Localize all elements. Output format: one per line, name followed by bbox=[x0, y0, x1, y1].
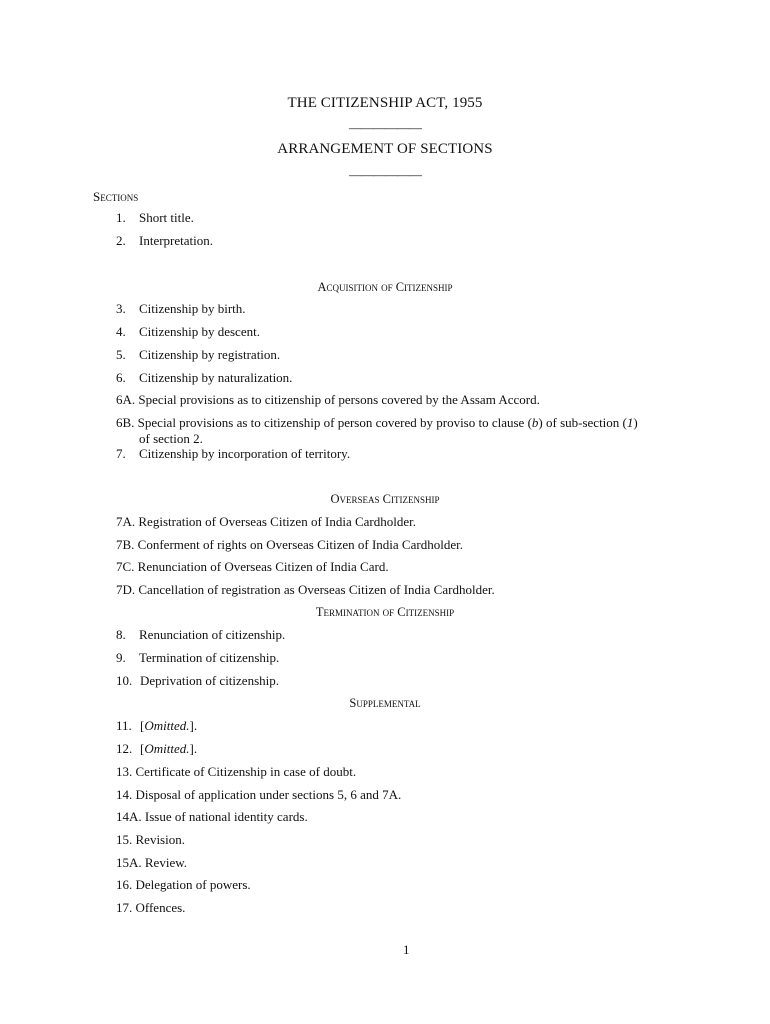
section-item-17: 17. Offences. bbox=[116, 900, 186, 915]
section-item-12 bbox=[116, 741, 197, 757]
section-number: 11. bbox=[116, 718, 132, 733]
section-6b-end: ) bbox=[633, 415, 638, 430]
section-item-15a: 15A. Review. bbox=[116, 855, 188, 870]
section-text: Interpretation. bbox=[139, 233, 213, 248]
section-item-9 bbox=[116, 650, 279, 666]
section-item-7b: 7B. Conferment of rights on Overseas Citizen of India Cardholder. bbox=[116, 537, 463, 552]
section-6b-subsection: 1 bbox=[626, 415, 634, 430]
section-number: 6. bbox=[116, 370, 126, 385]
document-subtitle: ARRANGEMENT OF SECTIONS bbox=[277, 141, 493, 157]
section-item-11 bbox=[116, 718, 197, 734]
bracket-open: [ bbox=[140, 718, 145, 733]
section-item-14: 14. Disposal of application under sections 5, 6 and 7A. bbox=[116, 787, 402, 802]
section-6b-mid: ) of sub-section ( bbox=[538, 415, 627, 430]
section-item-16: 16. Delegation of powers. bbox=[116, 877, 251, 892]
section-6b-clause: b bbox=[531, 415, 539, 430]
section-number: 8. bbox=[116, 627, 126, 642]
section-item-7 bbox=[116, 446, 350, 462]
section-text: Citizenship by birth. bbox=[139, 301, 246, 316]
section-text: Citizenship by registration. bbox=[139, 347, 281, 362]
section-item-7a: 7A. Registration of Overseas Citizen of India Cardholder. bbox=[116, 514, 417, 529]
section-number: 5. bbox=[116, 347, 126, 362]
title-separator: —————— bbox=[349, 120, 421, 135]
section-item-6 bbox=[116, 370, 292, 386]
heading-supplemental: Supplemental bbox=[349, 696, 421, 710]
section-item-8 bbox=[116, 627, 285, 643]
section-number: 1. bbox=[116, 210, 126, 225]
heading-overseas: Overseas Citizenship bbox=[330, 492, 440, 506]
section-text: Renunciation of citizenship. bbox=[139, 627, 286, 642]
section-item-5 bbox=[116, 347, 280, 363]
omitted-text: Omitted. bbox=[144, 718, 190, 733]
section-number: 2. bbox=[116, 233, 126, 248]
section-number: 7. bbox=[116, 446, 126, 461]
section-text: Short title. bbox=[139, 210, 194, 225]
section-item-13: 13. Certificate of Citizenship in case of doubt. bbox=[116, 764, 357, 779]
section-item-15: 15. Revision. bbox=[116, 832, 185, 847]
section-text: Citizenship by naturalization. bbox=[139, 370, 293, 385]
section-text: Deprivation of citizenship. bbox=[140, 673, 279, 688]
section-item-6b bbox=[116, 415, 638, 431]
heading-acquisition: Acquisition of Citizenship bbox=[317, 280, 453, 294]
section-number: 3. bbox=[116, 301, 126, 316]
bracket-open: [ bbox=[140, 741, 145, 756]
section-number: 4. bbox=[116, 324, 126, 339]
section-item-10 bbox=[116, 673, 279, 689]
bracket-close: ]. bbox=[189, 741, 198, 756]
sections-label: Sections bbox=[93, 189, 139, 204]
section-number: 10. bbox=[116, 673, 133, 688]
section-text: Citizenship by incorporation of territory. bbox=[139, 446, 351, 461]
section-text: Citizenship by descent. bbox=[139, 324, 260, 339]
section-text: Termination of citizenship. bbox=[139, 650, 280, 665]
page-number: 1 bbox=[403, 942, 410, 957]
section-item-2 bbox=[116, 233, 213, 249]
subtitle-separator: —————— bbox=[349, 167, 421, 182]
section-6b-text: 6B. Special provisions as to citizenship of person covered by proviso to clause ( bbox=[116, 415, 532, 430]
section-item-6b-continuation: of section 2. bbox=[139, 431, 203, 446]
section-item-14a: 14A. Issue of national identity cards. bbox=[116, 809, 308, 824]
bracket-close: ]. bbox=[189, 718, 198, 733]
section-item-6a: 6A. Special provisions as to citizenship of persons covered by the Assam Accord. bbox=[116, 392, 540, 407]
section-number: 12. bbox=[116, 741, 133, 756]
heading-termination: Termination of Citizenship bbox=[315, 605, 455, 619]
section-number: 9. bbox=[116, 650, 126, 665]
section-item-3 bbox=[116, 301, 246, 317]
section-item-1 bbox=[116, 210, 194, 226]
section-item-7c: 7C. Renunciation of Overseas Citizen of India Card. bbox=[116, 559, 389, 574]
section-item-7d: 7D. Cancellation of registration as Overseas Citizen of India Cardholder. bbox=[116, 582, 495, 597]
section-item-4 bbox=[116, 324, 260, 340]
omitted-text: Omitted. bbox=[144, 741, 190, 756]
document-title: THE CITIZENSHIP ACT, 1955 bbox=[287, 95, 483, 111]
